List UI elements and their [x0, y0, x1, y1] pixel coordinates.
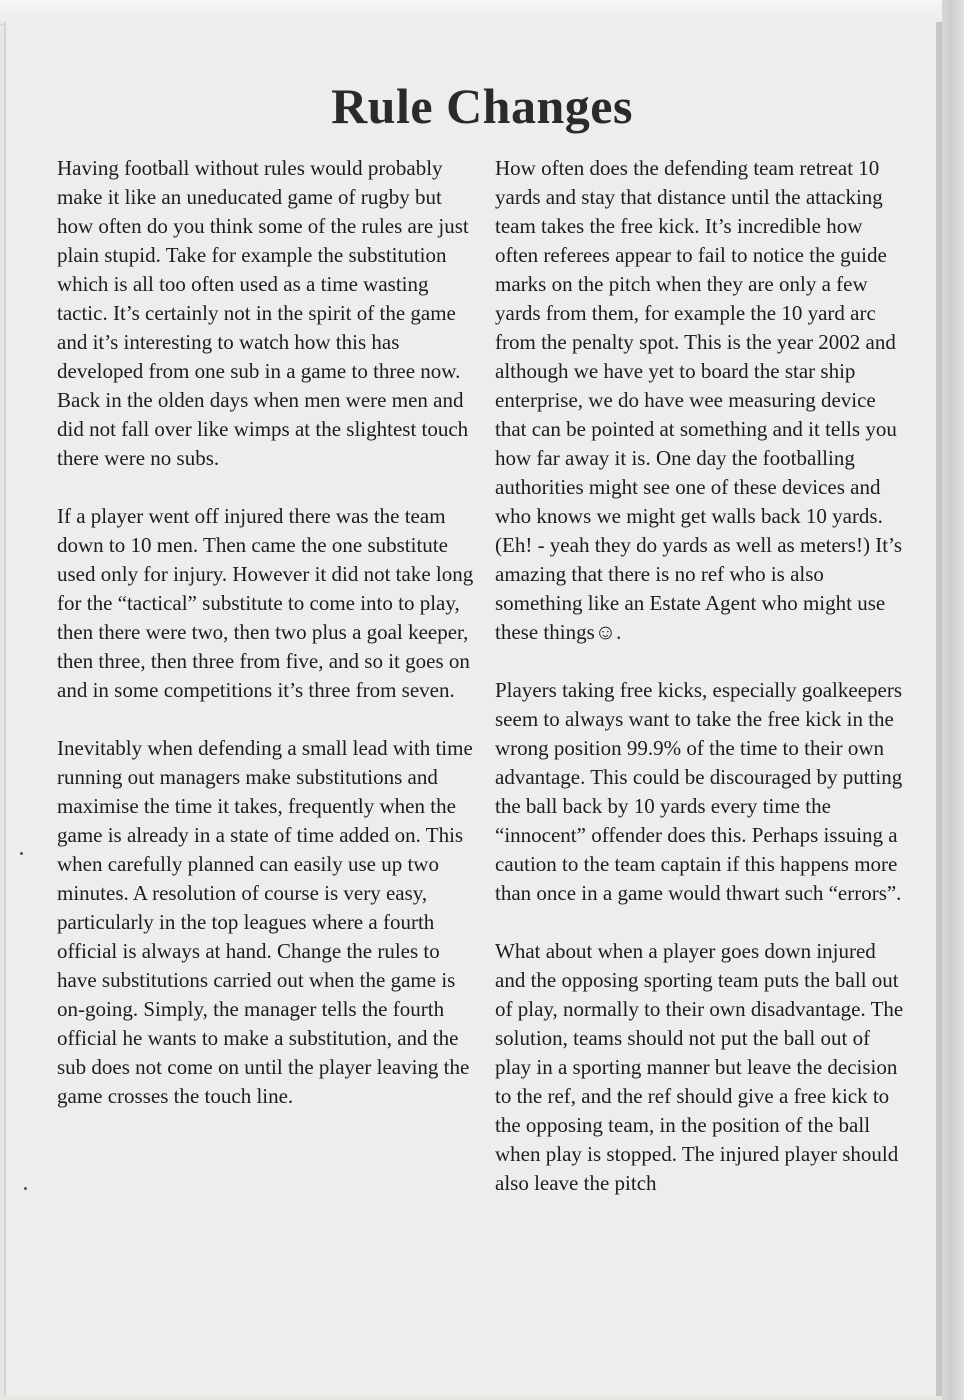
- paragraph-time-wasting: Inevitably when defending a small lead with time running out managers make substitutions and maximise the time it takes, frequently when the game is already in a state of time added on. This when carefully planned can easily use up two minutes. A resolution of course is very easy, particularly in the top leagues where a fourth official is always at hand. Change the rules to have substitutions carried out when the game is on-going. Simply, the manager tells the fourth official he wants to make a substitution, and the sub does not come on until the player leaving the game crosses the touch line.: [57, 736, 473, 1108]
- paragraph-injured-player: What about when a player goes down injured and the opposing sporting team puts the ball out of play, normally to their own disadvantage. The solution, teams should not put the ball out of play in a sporting manner but leave the decision to the ref, and the ref should give a free kick to the opposing team, in the position of the ball when play is stopped. The injured player should also leave the pitch: [495, 939, 904, 1195]
- margin-dot: [24, 1187, 27, 1190]
- left-column: [57, 154, 477, 1111]
- paragraph-substitution-history: If a player went off injured there was the team down to 10 men. Then came the one substitute used only for injury. However it did not take long for the “tactical” substitute to come into to play, then there were two, then two plus a goal keeper, then three, then three from five, and so it goes on and in some competitions it’s three from seven.: [57, 504, 474, 702]
- page-spine: [942, 0, 964, 1400]
- paragraph-substitution-intro: Having football without rules would probably make it like an uneducated game of rugby but how often do you think some of the rules are just plain stupid. Take for example the substitution which is all too often used as a time wasting tactic. It’s certainly not in the spirit of the game and it’s interesting to watch how this has developed from one sub in a game to three now. Back in the olden days when men were men and did not fall over like wimps at the slightest touch there were no subs.: [57, 156, 469, 470]
- paragraph-ten-yards: How often does the defending team retreat 10 yards and stay that distance until the attacking team takes the free kick. It’s incredible how often referees appear to fail to notice the guide marks on the pitch when they are only a few yards from them, for example the 10 yard arc from the penalty spot. This is the year 2002 and although we have yet to board the star ship enterprise, we do have wee measuring device that can be pointed at something and it tells you how far away it is. One day the footballing authorities might see one of these devices and who knows we might get walls back 10 yards. (Eh! - yeah they do yards as well as meters!) It’s amazing that there is no ref who is also something like an Estate Agent who might use these things☺.: [495, 156, 903, 644]
- right-column: [495, 154, 910, 1198]
- paragraph-free-kicks: Players taking free kicks, especially goalkeepers seem to always want to take the free kick in the wrong position 99.9% of the time to their own advantage. This could be discouraged by putting the ball back by 10 yards every time the “innocent” offender does this. Perhaps issuing a caution to the team captain if this happens more than once in a game would thwart such “errors”.: [495, 678, 903, 905]
- article-title: Rule Changes: [331, 78, 633, 134]
- margin-dot: [20, 852, 23, 855]
